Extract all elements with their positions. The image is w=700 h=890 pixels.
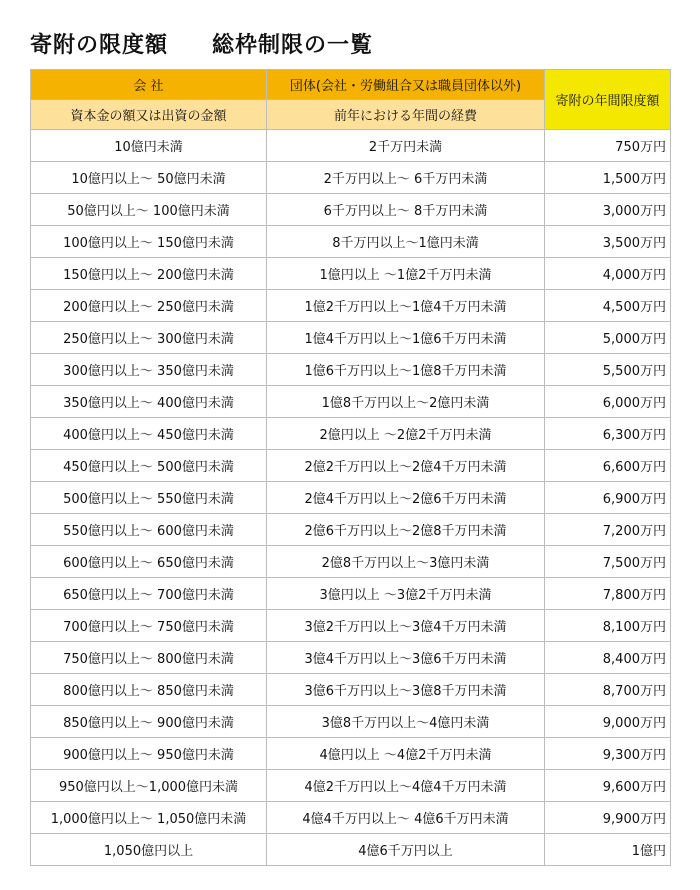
cell-capital: 350億円以上～ 400億円未満 (31, 386, 267, 418)
cell-limit: 7,500万円 (545, 546, 671, 578)
cell-expenses: 6千万円以上～ 8千万円未満 (267, 194, 545, 226)
cell-expenses: 2億円以上 ～2億2千万円未満 (267, 418, 545, 450)
table-row (31, 578, 671, 610)
table-row (31, 610, 671, 642)
cell-capital: 250億円以上～ 300億円未満 (31, 322, 267, 354)
cell-limit: 6,600万円 (545, 450, 671, 482)
header-company: 会 社 (31, 70, 267, 100)
cell-limit: 9,300万円 (545, 738, 671, 770)
cell-capital: 600億円以上～ 650億円未満 (31, 546, 267, 578)
cell-expenses: 2億2千万円以上～2億4千万円未満 (267, 450, 545, 482)
table-row (31, 514, 671, 546)
cell-limit: 1,500万円 (545, 162, 671, 194)
cell-expenses: 1億2千万円以上～1億4千万円未満 (267, 290, 545, 322)
cell-capital: 300億円以上～ 350億円未満 (31, 354, 267, 386)
cell-capital: 1,050億円以上 (31, 834, 267, 866)
header-capital: 資本金の額又は出資の金額 (31, 100, 267, 130)
table-row (31, 258, 671, 290)
cell-limit: 6,300万円 (545, 418, 671, 450)
cell-expenses: 4億2千万円以上～4億4千万円未満 (267, 770, 545, 802)
cell-capital: 750億円以上～ 800億円未満 (31, 642, 267, 674)
cell-expenses: 1億8千万円以上～2億円未満 (267, 386, 545, 418)
cell-capital: 400億円以上～ 450億円未満 (31, 418, 267, 450)
table-row (31, 322, 671, 354)
cell-limit: 5,000万円 (545, 322, 671, 354)
cell-capital: 700億円以上～ 750億円未満 (31, 610, 267, 642)
cell-limit: 6,900万円 (545, 482, 671, 514)
cell-limit: 9,600万円 (545, 770, 671, 802)
header-annual-limit: 寄附の年間限度額 (545, 70, 671, 130)
table-row (31, 546, 671, 578)
table-row (31, 482, 671, 514)
cell-expenses: 3億4千万円以上～3億6千万円未満 (267, 642, 545, 674)
cell-capital: 50億円以上～ 100億円未満 (31, 194, 267, 226)
cell-expenses: 4億6千万円以上 (267, 834, 545, 866)
cell-limit: 4,500万円 (545, 290, 671, 322)
table-row (31, 386, 671, 418)
cell-limit: 3,500万円 (545, 226, 671, 258)
table-row (31, 706, 671, 738)
cell-capital: 950億円以上～1,000億円未満 (31, 770, 267, 802)
cell-capital: 900億円以上～ 950億円未満 (31, 738, 267, 770)
cell-expenses: 8千万円以上～1億円未満 (267, 226, 545, 258)
cell-expenses: 3億2千万円以上～3億4千万円未満 (267, 610, 545, 642)
cell-capital: 650億円以上～ 700億円未満 (31, 578, 267, 610)
table-row (31, 450, 671, 482)
cell-limit: 4,000万円 (545, 258, 671, 290)
cell-expenses: 3億8千万円以上～4億円未満 (267, 706, 545, 738)
table-row (31, 418, 671, 450)
cell-capital: 100億円以上～ 150億円未満 (31, 226, 267, 258)
cell-capital: 500億円以上～ 550億円未満 (31, 482, 267, 514)
cell-expenses: 2億4千万円以上～2億6千万円未満 (267, 482, 545, 514)
cell-limit: 7,800万円 (545, 578, 671, 610)
cell-capital: 450億円以上～ 500億円未満 (31, 450, 267, 482)
cell-limit: 8,100万円 (545, 610, 671, 642)
title-sub: 総枠制限の一覧 (212, 33, 374, 58)
table-row (31, 738, 671, 770)
header-organization: 団体(会社・労働組合又は職員団体以外) (267, 70, 545, 100)
table-row (31, 194, 671, 226)
table-row (31, 226, 671, 258)
cell-expenses: 1億6千万円以上～1億8千万円未満 (267, 354, 545, 386)
cell-limit: 1億円 (545, 834, 671, 866)
cell-limit: 9,900万円 (545, 802, 671, 834)
header-annual-expenses: 前年における年間の経費 (267, 100, 545, 130)
cell-limit: 8,400万円 (545, 642, 671, 674)
cell-limit: 750万円 (545, 130, 671, 162)
table-row (31, 802, 671, 834)
table-row (31, 834, 671, 866)
cell-expenses: 2億6千万円以上～2億8千万円未満 (267, 514, 545, 546)
table-row (31, 130, 671, 162)
page-title (30, 28, 373, 59)
cell-capital: 800億円以上～ 850億円未満 (31, 674, 267, 706)
cell-expenses: 2億8千万円以上～3億円未満 (267, 546, 545, 578)
cell-capital: 150億円以上～ 200億円未満 (31, 258, 267, 290)
table-row (31, 290, 671, 322)
cell-limit: 8,700万円 (545, 674, 671, 706)
cell-limit: 5,500万円 (545, 354, 671, 386)
cell-capital: 10億円以上～ 50億円未満 (31, 162, 267, 194)
table-body (31, 130, 671, 866)
cell-expenses: 2千万円未満 (267, 130, 545, 162)
cell-expenses: 4億4千万円以上～ 4億6千万円未満 (267, 802, 545, 834)
cell-capital: 200億円以上～ 250億円未満 (31, 290, 267, 322)
cell-expenses: 2千万円以上～ 6千万円未満 (267, 162, 545, 194)
title-main: 寄附の限度額 (30, 33, 169, 58)
cell-capital: 10億円未満 (31, 130, 267, 162)
cell-expenses: 1億円以上 ～1億2千万円未満 (267, 258, 545, 290)
cell-capital: 1,000億円以上～ 1,050億円未満 (31, 802, 267, 834)
cell-capital: 550億円以上～ 600億円未満 (31, 514, 267, 546)
cell-limit: 3,000万円 (545, 194, 671, 226)
cell-expenses: 3億円以上 ～3億2千万円未満 (267, 578, 545, 610)
cell-capital: 850億円以上～ 900億円未満 (31, 706, 267, 738)
table-row (31, 642, 671, 674)
table-row (31, 354, 671, 386)
cell-limit: 7,200万円 (545, 514, 671, 546)
table-row (31, 674, 671, 706)
cell-expenses: 3億6千万円以上～3億8千万円未満 (267, 674, 545, 706)
cell-expenses: 1億4千万円以上～1億6千万円未満 (267, 322, 545, 354)
table-row (31, 162, 671, 194)
cell-limit: 6,000万円 (545, 386, 671, 418)
cell-limit: 9,000万円 (545, 706, 671, 738)
table-row (31, 770, 671, 802)
cell-expenses: 4億円以上 ～4億2千万円未満 (267, 738, 545, 770)
donation-limit-table (30, 69, 671, 866)
